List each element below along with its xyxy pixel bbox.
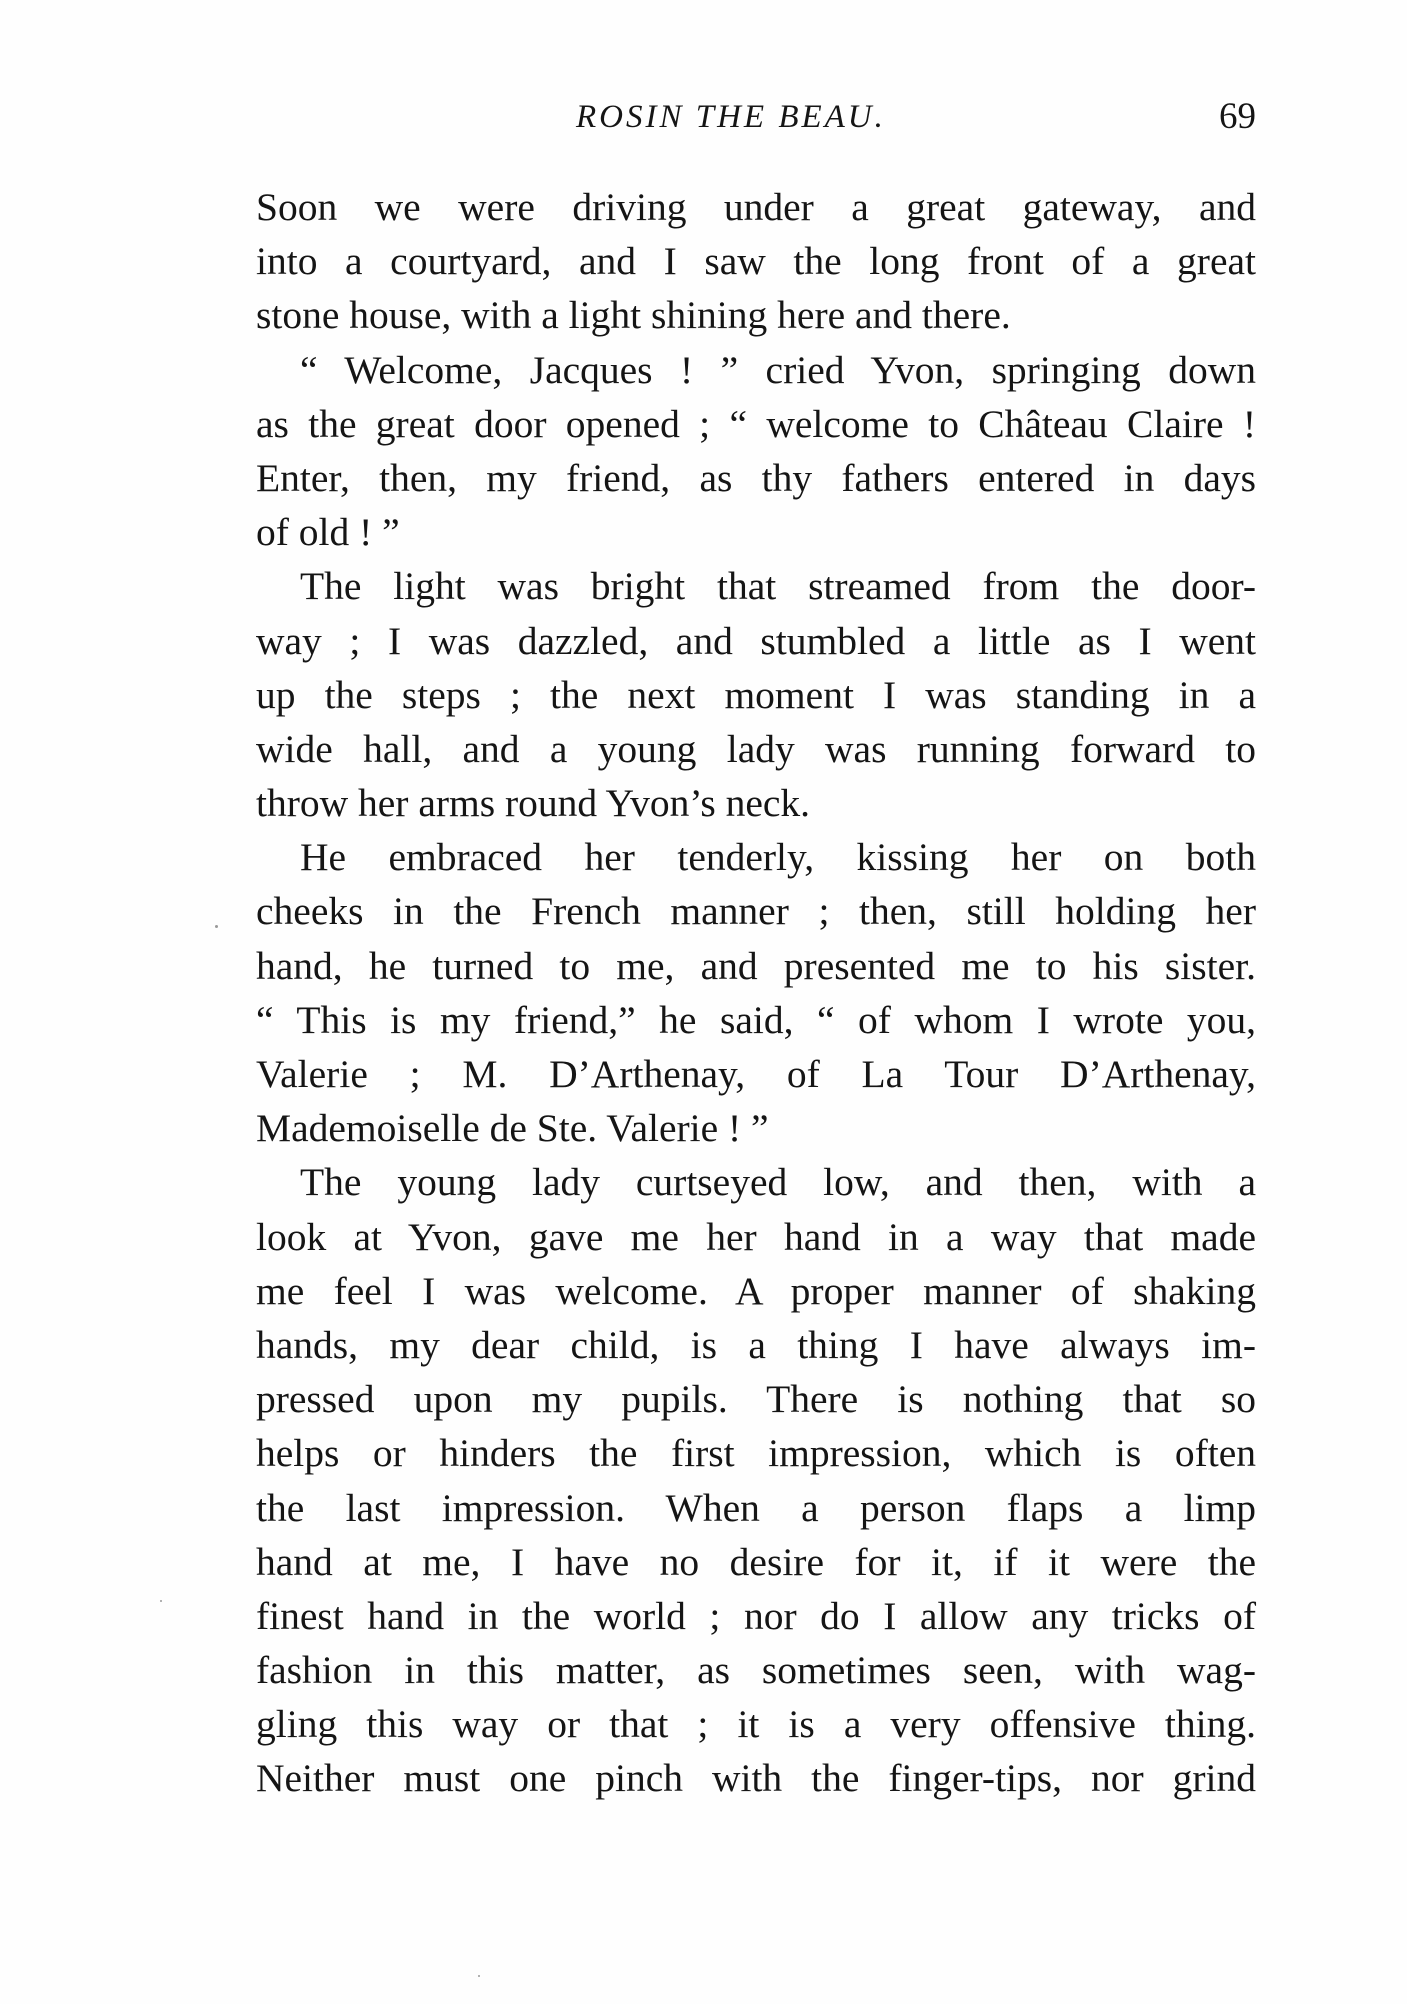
body-text	[256, 180, 1256, 1806]
text-line: finest hand in the world ; nor do I allow any tricks of	[256, 1593, 1256, 1638]
paper-speck	[215, 925, 218, 928]
paper-speck	[478, 1975, 480, 1977]
text-line: up the steps ; the next moment I was standing in a	[256, 672, 1256, 717]
text-line: Valerie ; M. D’Arthenay, of La Tour D’Arthenay,	[256, 1052, 1256, 1096]
text-line: look at Yvon, gave me her hand in a way that made	[256, 1214, 1256, 1259]
text-line: The light was bright that streamed from the door-	[300, 564, 1256, 609]
text-line: throw her arms round Yvon’s neck.	[256, 781, 811, 826]
text-line: me feel I was welcome. A proper manner of shaking	[256, 1268, 1256, 1313]
text-line: Mademoiselle de Ste. Valerie ! ”	[256, 1106, 769, 1151]
text-line: “ Welcome, Jacques ! ” cried Yvon, springing down	[300, 347, 1256, 392]
text-line: hand, he turned to me, and presented me to his sister.	[256, 943, 1256, 988]
text-line: wide hall, and a young lady was running forward to	[256, 726, 1256, 771]
running-head	[256, 92, 1256, 142]
text-line: as the great door opened ; “ welcome to Château Claire !	[256, 401, 1256, 446]
text-line: pressed upon my pupils. There is nothing that so	[256, 1377, 1256, 1422]
text-line: Enter, then, my friend, as thy fathers entered in days	[256, 455, 1256, 500]
text-line: He embraced her tenderly, kissing her on both	[300, 835, 1256, 880]
paper-speck	[160, 1600, 162, 1602]
text-line: fashion in this matter, as sometimes seen, with wag-	[256, 1648, 1256, 1693]
text-line: hands, my dear child, is a thing I have always im-	[256, 1322, 1256, 1367]
text-line: way ; I was dazzled, and stumbled a little as I went	[256, 618, 1256, 663]
text-line: into a courtyard, and I saw the long front of a great	[256, 239, 1256, 284]
text-line: stone house, with a light shining here and there.	[256, 293, 1011, 338]
text-line: gling this way or that ; it is a very offensive thing.	[256, 1702, 1256, 1747]
text-line: Neither must one pinch with the finger-tips, nor grind	[256, 1756, 1256, 1801]
text-line: “ This is my friend,” he said, “ of whom I wrote you,	[256, 997, 1256, 1042]
text-line: Soon we were driving under a great gateway, and	[256, 185, 1256, 229]
running-title: ROSIN THE BEAU.	[576, 99, 886, 135]
text-line: The young lady curtseyed low, and then, with a	[300, 1160, 1256, 1205]
text-line: helps or hinders the first impression, which is often	[256, 1431, 1256, 1476]
text-line: hand at me, I have no desire for it, if it were the	[256, 1539, 1256, 1584]
text-line: the last impression. When a person flaps a limp	[256, 1485, 1256, 1530]
text-line: cheeks in the French manner ; then, still holding her	[256, 889, 1256, 934]
text-line: of old ! ”	[256, 510, 400, 555]
page-number: 69	[1219, 96, 1256, 137]
